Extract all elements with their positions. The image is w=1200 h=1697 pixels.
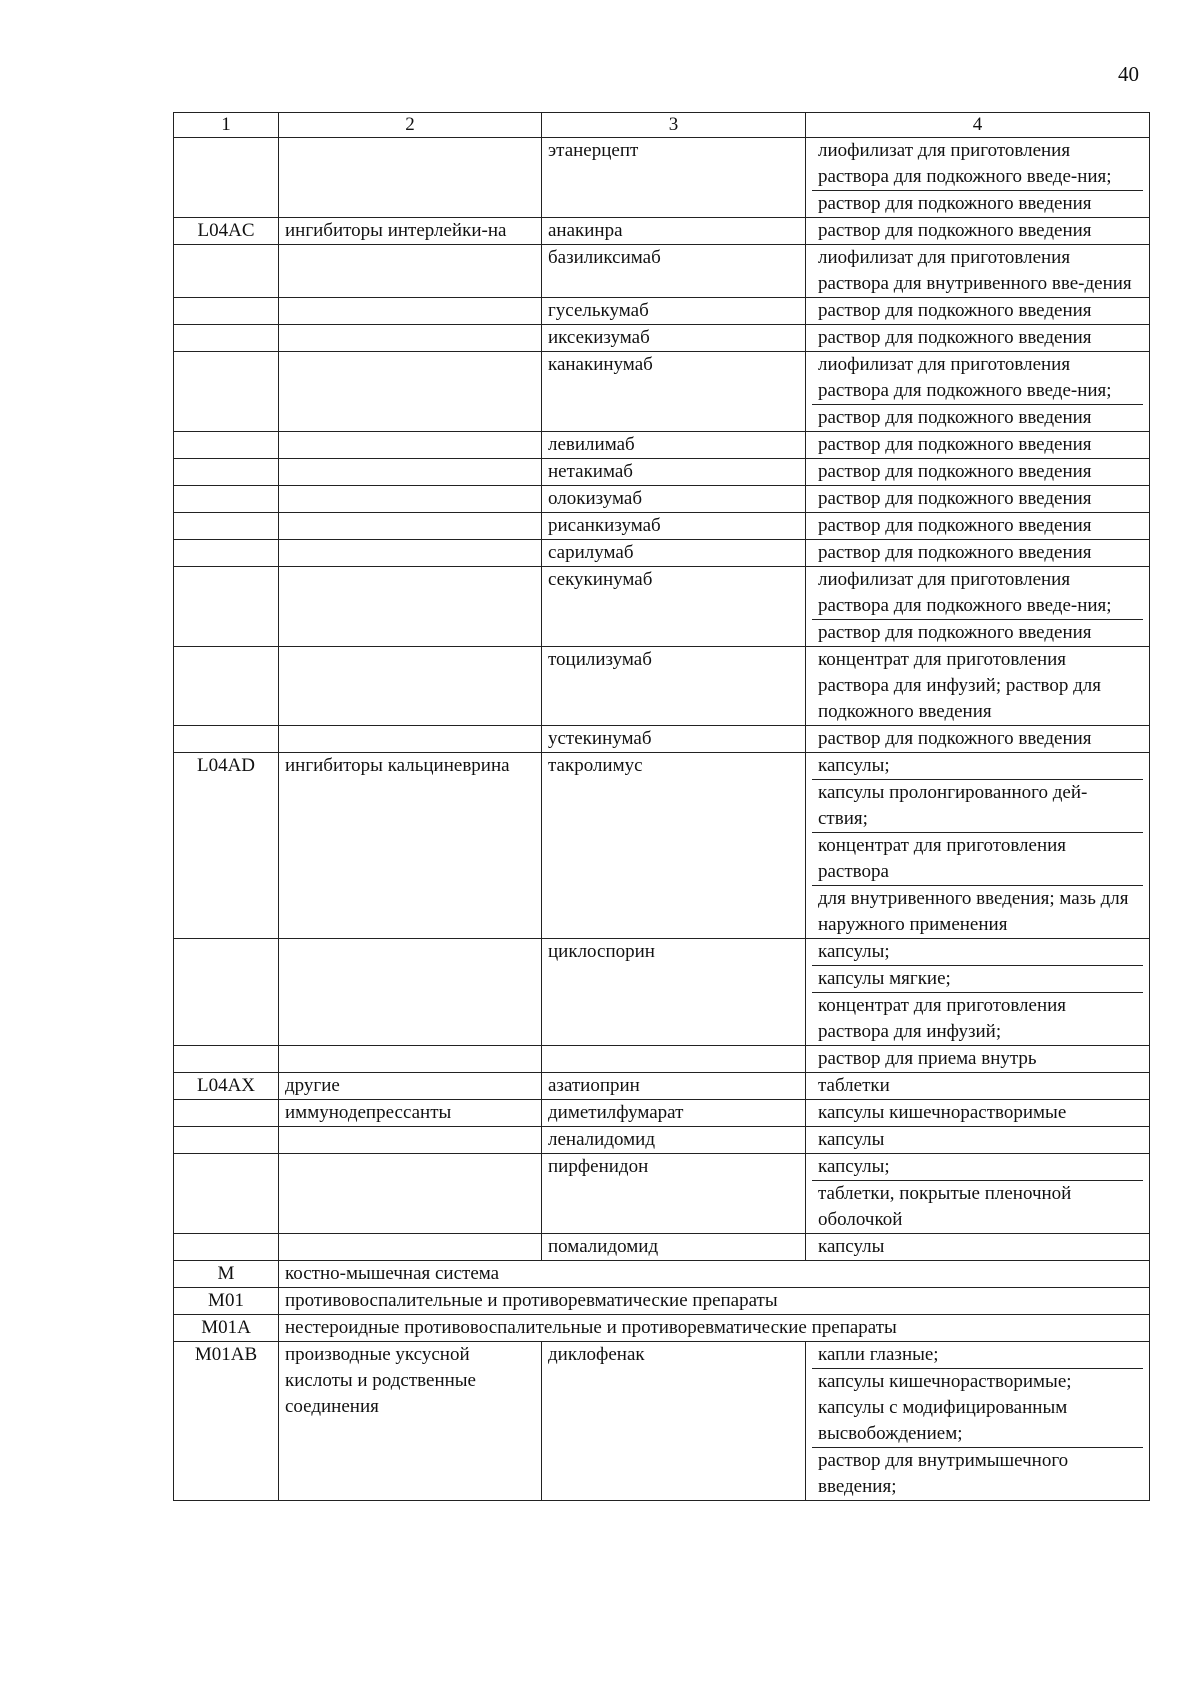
atc-code-cell (174, 486, 279, 513)
dosage-form-cell (806, 1234, 1150, 1261)
dosage-form-line: раствор для подкожного введения (818, 327, 1092, 348)
dosage-form-cell (806, 245, 1150, 298)
dosage-form-line: раствор для подкожного введения (812, 190, 1143, 217)
table-row (174, 1073, 1150, 1100)
atc-code-cell (174, 939, 279, 1046)
atc-code-cell (174, 540, 279, 567)
dosage-form-line: капсулы кишечнорастворимые (818, 1102, 1067, 1123)
dosage-form-line: раствор для подкожного введения (818, 434, 1092, 455)
drug-name-cell: гуселькумаб (542, 298, 806, 325)
group-name-cell: производные уксусной кислоты и родственные соединения (279, 1342, 542, 1501)
atc-code-cell (174, 1234, 279, 1261)
group-name-cell: нестероидные противовоспалительные и противоревматические препараты (279, 1315, 1150, 1342)
drug-name-cell: рисанкизумаб (542, 513, 806, 540)
dosage-form-cell (806, 1073, 1150, 1100)
dosage-form-line: лиофилизат для приготовления раствора для внутривенного вве-дения (818, 247, 1132, 294)
dosage-form-cell (806, 647, 1150, 726)
dosage-form-cell (806, 1127, 1150, 1154)
drug-name-cell: сарилумаб (542, 540, 806, 567)
table-row (174, 298, 1150, 325)
header-col-3: 3 (542, 113, 806, 138)
dosage-form-line: капсулы (818, 1129, 885, 1150)
table-row (174, 1127, 1150, 1154)
table-row (174, 352, 1150, 432)
group-name-cell (279, 1127, 542, 1154)
drug-name-cell: помалидомид (542, 1234, 806, 1261)
dosage-form-line: раствор для приема внутрь (818, 1048, 1037, 1069)
table-row (174, 1234, 1150, 1261)
dosage-form-cell (806, 325, 1150, 352)
group-name-cell (279, 540, 542, 567)
table-row (174, 1288, 1150, 1315)
table-body (174, 138, 1150, 1501)
table-row (174, 1261, 1150, 1288)
dosage-form-line: раствор для подкожного введения (818, 300, 1092, 321)
dosage-form-cell (806, 939, 1150, 1046)
drug-name-cell: этанерцепт (542, 138, 806, 218)
atc-code-cell (174, 726, 279, 753)
dosage-form-cell (806, 138, 1150, 218)
table-row (174, 245, 1150, 298)
atc-code-cell (174, 1046, 279, 1073)
drug-name-cell: секукинумаб (542, 567, 806, 647)
drug-name-cell: азатиоприн (542, 1073, 806, 1100)
dosage-form-cell (806, 432, 1150, 459)
table-row (174, 432, 1150, 459)
table-row (174, 486, 1150, 513)
atc-code-cell: L04AD (174, 753, 279, 939)
drug-name-cell: леналидомид (542, 1127, 806, 1154)
table-row (174, 325, 1150, 352)
drug-name-cell: иксекизумаб (542, 325, 806, 352)
dosage-form-cell (806, 459, 1150, 486)
dosage-form-cell (806, 1342, 1150, 1501)
atc-code-cell (174, 432, 279, 459)
group-name-cell: другие (279, 1073, 542, 1100)
drug-name-cell: нетакимаб (542, 459, 806, 486)
dosage-form-line: раствор для подкожного введения (818, 515, 1092, 536)
group-name-cell (279, 298, 542, 325)
atc-code-cell (174, 513, 279, 540)
table-row (174, 939, 1150, 1046)
group-name-cell (279, 245, 542, 298)
group-name-cell (279, 939, 542, 1046)
table-row (174, 1154, 1150, 1234)
dosage-form-line: капсулы кишечнорастворимые; капсулы с модифицированным высвобождением; (812, 1368, 1143, 1447)
dosage-form-line: раствор для подкожного введения (818, 220, 1092, 241)
dosage-form-cell (806, 753, 1150, 939)
dosage-form-line: раствор для подкожного введения (818, 542, 1092, 563)
group-name-cell (279, 1046, 542, 1073)
table-row (174, 218, 1150, 245)
dosage-form-cell (806, 1100, 1150, 1127)
drug-name-cell: устекинумаб (542, 726, 806, 753)
dosage-form-line: капсулы; (818, 755, 890, 776)
dosage-form-line: концентрат для приготовления раствора для инфузий; (812, 992, 1143, 1045)
drug-name-cell (542, 1046, 806, 1073)
atc-code-cell (174, 245, 279, 298)
table-row (174, 1046, 1150, 1073)
table-row (174, 1342, 1150, 1501)
dosage-form-line: раствор для подкожного введения (818, 728, 1092, 749)
group-name-cell (279, 513, 542, 540)
dosage-form-line: лиофилизат для приготовления раствора для подкожного введе-ния; (818, 569, 1112, 616)
dosage-form-cell (806, 513, 1150, 540)
dosage-form-cell (806, 1154, 1150, 1234)
drug-name-cell: базиликсимаб (542, 245, 806, 298)
dosage-form-cell (806, 352, 1150, 432)
atc-code-cell (174, 325, 279, 352)
group-name-cell (279, 325, 542, 352)
dosage-form-cell (806, 540, 1150, 567)
atc-code-cell: M01AB (174, 1342, 279, 1501)
group-name-cell (279, 459, 542, 486)
dosage-form-line: раствор для подкожного введения (812, 404, 1143, 431)
atc-code-cell: L04AC (174, 218, 279, 245)
dosage-form-line: лиофилизат для приготовления раствора для подкожного введе-ния; (818, 140, 1112, 187)
group-name-cell (279, 138, 542, 218)
header-col-1: 1 (174, 113, 279, 138)
atc-code-cell (174, 567, 279, 647)
group-name-cell (279, 1154, 542, 1234)
atc-code-cell (174, 352, 279, 432)
atc-code-cell (174, 1154, 279, 1234)
dosage-form-line: лиофилизат для приготовления раствора для подкожного введе-ния; (818, 354, 1112, 401)
dosage-form-cell (806, 726, 1150, 753)
drug-table (173, 112, 1150, 1501)
drug-name-cell: анакинра (542, 218, 806, 245)
dosage-form-line: концентрат для приготовления раствора (812, 832, 1143, 885)
drug-name-cell: олокизумаб (542, 486, 806, 513)
dosage-form-line: для внутривенного введения; мазь для наружного применения (812, 885, 1143, 938)
dosage-form-cell (806, 298, 1150, 325)
table-row (174, 1315, 1150, 1342)
dosage-form-line: раствор для подкожного введения (812, 619, 1143, 646)
dosage-form-line: капсулы пролонгированного дей-ствия; (812, 779, 1143, 832)
dosage-form-line: раствор для подкожного введения (818, 461, 1092, 482)
atc-code-cell (174, 459, 279, 486)
atc-code-cell: L04AX (174, 1073, 279, 1100)
drug-name-cell: тоцилизумаб (542, 647, 806, 726)
dosage-form-line: концентрат для приготовления раствора для инфузий; раствор для подкожного введения (818, 649, 1102, 722)
drug-name-cell: левилимаб (542, 432, 806, 459)
dosage-form-line: таблетки (818, 1075, 890, 1096)
table-row (174, 459, 1150, 486)
drug-name-cell: канакинумаб (542, 352, 806, 432)
table-row (174, 753, 1150, 939)
group-name-cell (279, 1234, 542, 1261)
table-row (174, 513, 1150, 540)
table-header-row (174, 113, 1150, 138)
dosage-form-cell (806, 567, 1150, 647)
atc-code-cell (174, 1127, 279, 1154)
group-name-cell (279, 486, 542, 513)
dosage-form-line: таблетки, покрытые пленочной оболочкой (812, 1180, 1143, 1233)
dosage-form-line: капсулы мягкие; (812, 965, 1143, 992)
dosage-form-line: капли глазные; (818, 1344, 939, 1365)
header-col-4: 4 (806, 113, 1150, 138)
group-name-cell: костно-мышечная система (279, 1261, 1150, 1288)
dosage-form-line: капсулы; (818, 941, 890, 962)
group-name-cell: противовоспалительные и противоревматические препараты (279, 1288, 1150, 1315)
drug-name-cell: диметилфумарат (542, 1100, 806, 1127)
drug-name-cell: пирфенидон (542, 1154, 806, 1234)
group-name-cell (279, 352, 542, 432)
atc-code-cell (174, 298, 279, 325)
page-number: 40 (1118, 62, 1139, 86)
atc-code-cell (174, 1100, 279, 1127)
atc-code-cell: M01 (174, 1288, 279, 1315)
atc-code-cell (174, 138, 279, 218)
group-name-cell (279, 647, 542, 726)
dosage-form-cell (806, 1046, 1150, 1073)
table-row (174, 567, 1150, 647)
atc-code-cell: M01A (174, 1315, 279, 1342)
table-row (174, 1100, 1150, 1127)
atc-code-cell (174, 647, 279, 726)
dosage-form-line: раствор для внутримышечного введения; (812, 1447, 1143, 1500)
drug-name-cell: такролимус (542, 753, 806, 939)
table-row (174, 138, 1150, 218)
group-name-cell: ингибиторы интерлейки-на (279, 218, 542, 245)
dosage-form-line: раствор для подкожного введения (818, 488, 1092, 509)
group-name-cell (279, 567, 542, 647)
dosage-form-cell (806, 218, 1150, 245)
group-name-cell (279, 726, 542, 753)
dosage-form-cell (806, 486, 1150, 513)
table-row (174, 726, 1150, 753)
drug-name-cell: циклоспорин (542, 939, 806, 1046)
group-name-cell: иммунодепрессанты (279, 1100, 542, 1127)
table-row (174, 647, 1150, 726)
dosage-form-line: капсулы (818, 1236, 885, 1257)
group-name-cell: ингибиторы кальциневрина (279, 753, 542, 939)
header-col-2: 2 (279, 113, 542, 138)
table-row (174, 540, 1150, 567)
dosage-form-line: капсулы; (818, 1156, 890, 1177)
drug-name-cell: диклофенак (542, 1342, 806, 1501)
atc-code-cell: M (174, 1261, 279, 1288)
group-name-cell (279, 432, 542, 459)
